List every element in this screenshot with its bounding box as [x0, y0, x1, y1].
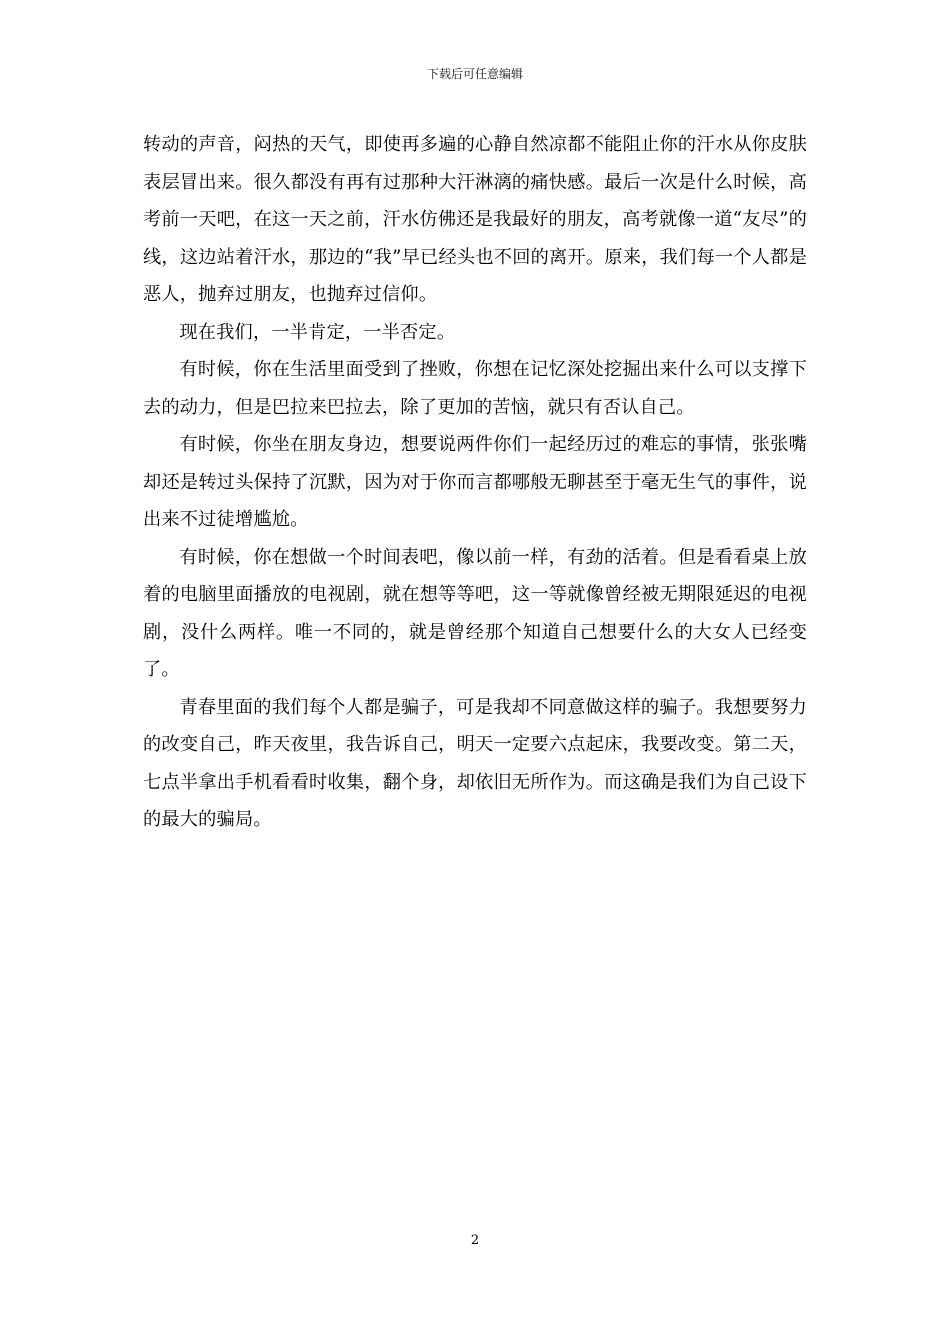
paragraph: 有时候，你坐在朋友身边，想要说两件你们一起经历过的难忘的事情，张张嘴却还是转过头保持了沉默，因为对于你而言都哪般无聊甚至于毫无生气的事件，说出来不过徒增尴尬。: [143, 434, 807, 530]
page-number: 2: [470, 1233, 480, 1248]
paragraph: 有时候，你在生活里面受到了挫败，你想在记忆深处挖掘出来什么可以支撑下去的动力，但是巴拉来巴拉去，除了更加的苦恼，就只有否认自己。: [143, 359, 807, 418]
paragraph: 青春里面的我们每个人都是骗子，可是我却不同意做这样的骗子。我想要努力的改变自己，昨天夜里，我告诉自己，明天一定要六点起床，我要改变。第二天，七点半拿出手机看看时收集，翻个身，却依旧无所作为。而这确是我们为自己设下的最大的骗局。: [143, 696, 807, 830]
paragraph: 现在我们，一半肯定，一半否定。: [179, 321, 456, 343]
body-text: [143, 126, 807, 839]
page-header: 下载后可任意编辑: [426, 67, 523, 81]
paragraph: 有时候，你在想做一个时间表吧，像以前一样，有劲的活着。但是看看桌上放着的电脑里面播放的电视剧，就在想等等吧，这一等就像曾经被无期限延迟的电视剧，没什么两样。唯一不同的，就是曾经那个知道自己想要什么的大女人已经变了。: [143, 546, 807, 680]
paragraph-continuation: 转动的声音，闷热的天气，即使再多遍的心静自然凉都不能阻止你的汗水从你皮肤表层冒出来。很久都没有再有过那种大汗淋漓的痛快感。最后一次是什么时候，高考前一天吧，在这一天之前，汗水仿佛还是我最好的朋友，高考就像一道“友尽”的线，这边站着汗水，那边的“我”早已经头也不回的离开。原来，我们每一个人都是恶人，抛弃过朋友，也抛弃过信仰。: [143, 134, 807, 305]
